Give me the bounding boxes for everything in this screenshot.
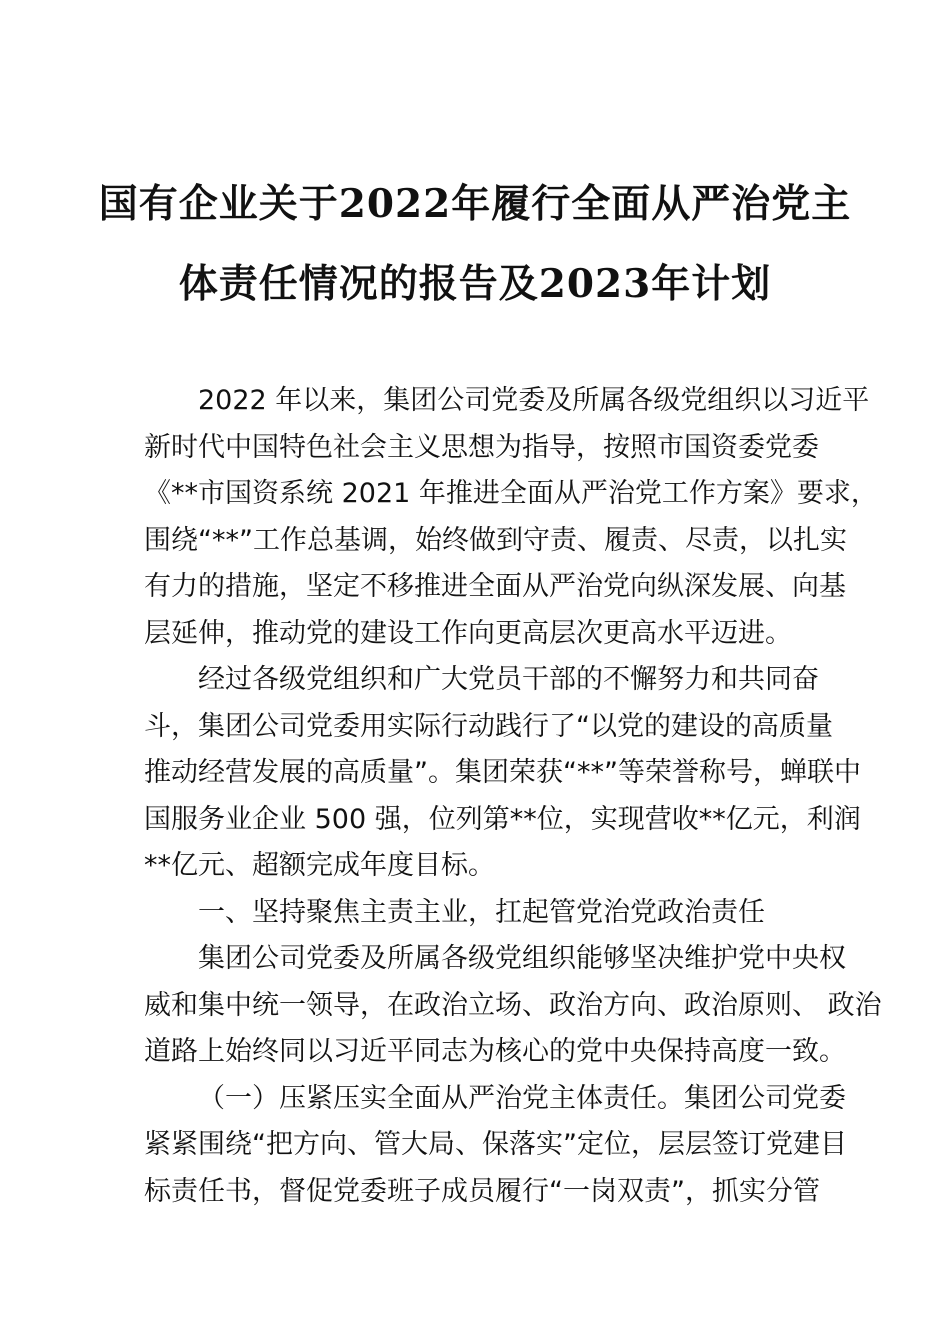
body-text-line: 层延伸，推动党的建设工作向更高层次更高水平迈进。: [144, 617, 792, 649]
body-text-line: 推动经营发展的高质量”。集团荣获“**”等荣誉称号，蝉联中: [144, 757, 861, 788]
body-text-line: 《**市国资系统 2021 年推进全面从严治党工作方案》要求，: [144, 478, 878, 509]
document-title-line-1: 国有企业关于2022年履行全面从严治党主: [98, 181, 852, 227]
document-body: [144, 378, 882, 1215]
body-text-line: 一、坚持聚焦主责主业，扛起管党治党政治责任: [198, 896, 765, 928]
body-text-line: 威和集中统一领导，在政治立场、政治方向、政治原则、 政治: [144, 989, 882, 1021]
body-text-line: 斗，集团公司党委用实际行动践行了“以党的建设的高质量: [144, 710, 833, 742]
body-text-line: 道路上始终同以习近平同志为核心的党中央保持高度一致。: [144, 1036, 846, 1067]
body-text-line: 集团公司党委及所属各级党组织能够坚决维护党中央权: [198, 943, 846, 974]
body-text-line: （一）压紧压实全面从严治党主体责任。集团公司党委: [198, 1082, 846, 1114]
body-text-line: 国服务业企业 500 强，位列第**位，实现营收**亿元，利润: [144, 803, 861, 835]
body-text-line: 新时代中国特色社会主义思想为指导，按照市国资委党委: [144, 431, 819, 463]
body-text-line: 2022 年以来，集团公司党委及所属各级党组织以习近平: [198, 385, 870, 416]
document-title-line-2: 体责任情况的报告及2023年计划: [178, 261, 772, 307]
body-text-line: 围绕“**”工作总基调，始终做到守责、履责、尽责，以扎实: [144, 524, 847, 556]
body-text-line: 紧紧围绕“把方向、管大局、保落实”定位，层层签订党建目: [144, 1129, 847, 1160]
body-text-line: 标责任书，督促党委班子成员履行“一岗双责”，抓实分管: [144, 1175, 820, 1207]
body-text-line: 有力的措施，坚定不移推进全面从严治党向纵深发展、向基: [144, 571, 846, 602]
body-text-line: **亿元、超额完成年度目标。: [144, 850, 495, 881]
body-text-line: 经过各级党组织和广大党员干部的不懈努力和共同奋: [198, 664, 819, 695]
